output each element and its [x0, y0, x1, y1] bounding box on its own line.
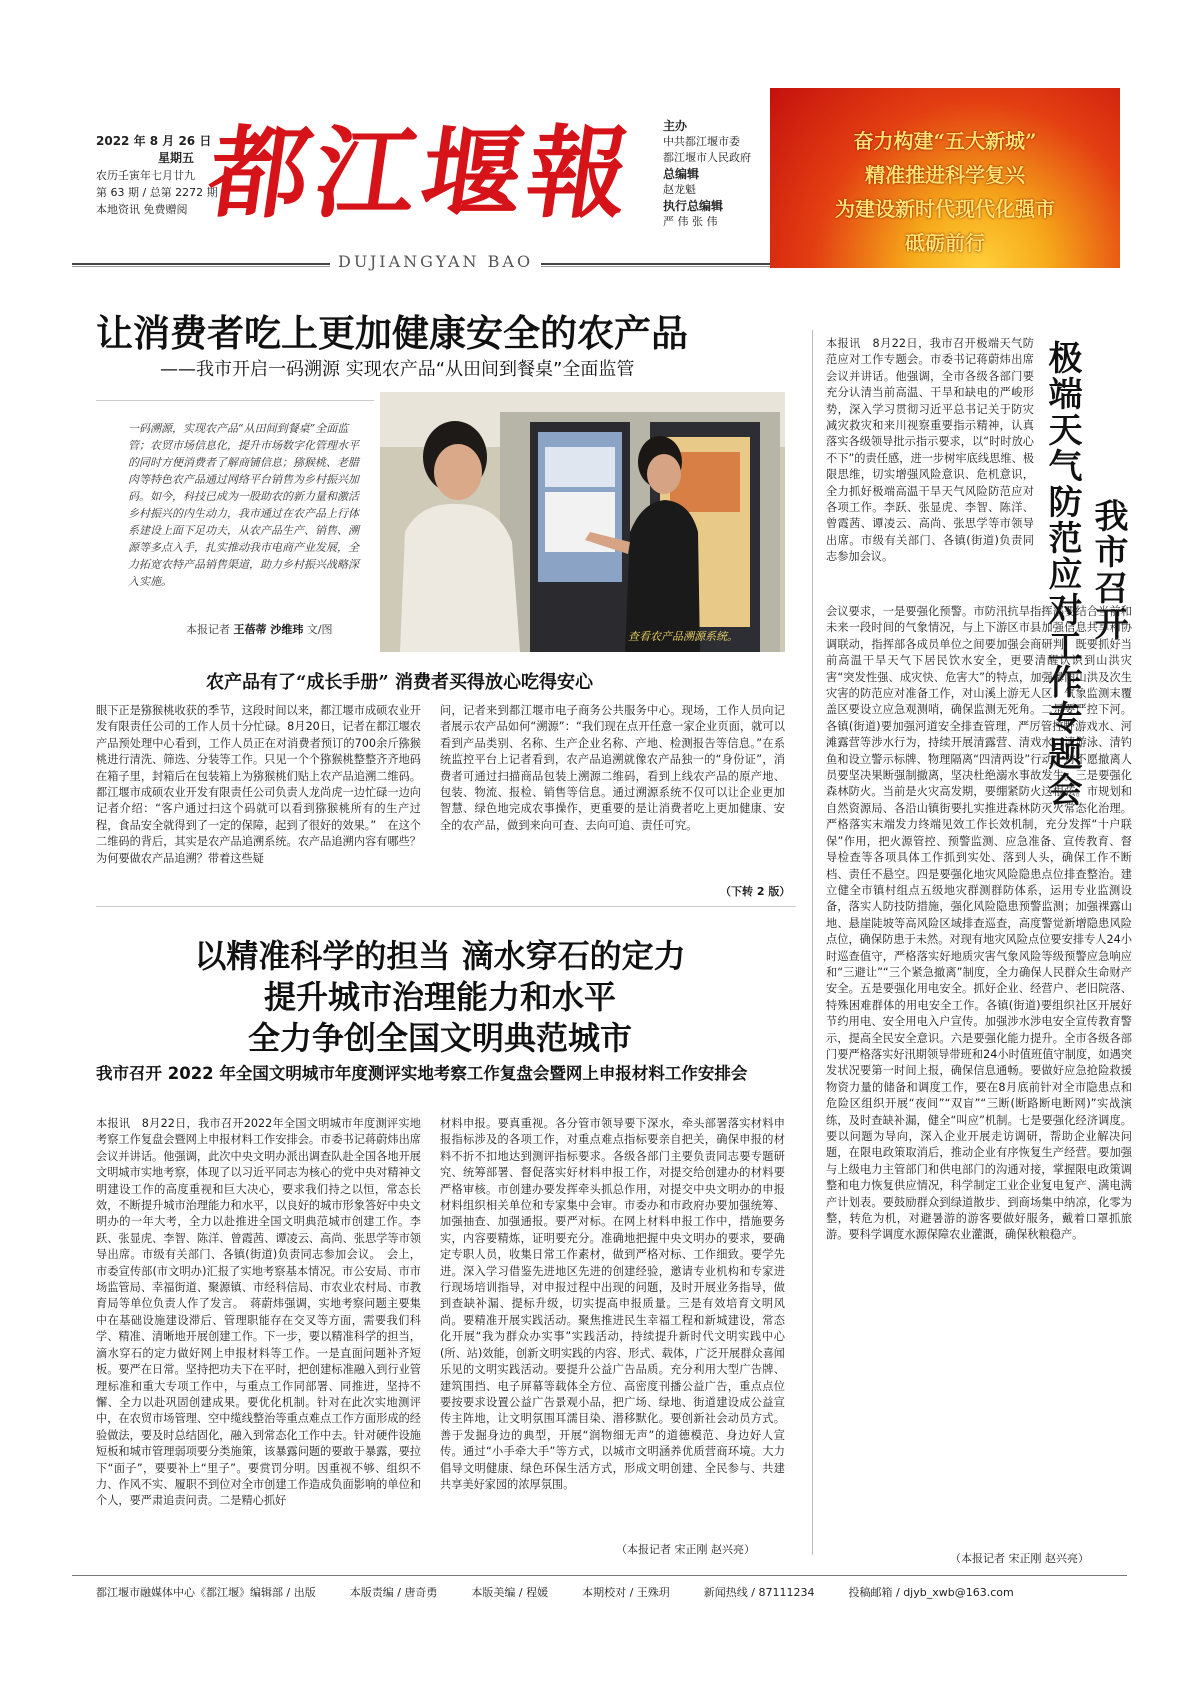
- story1-column1: 眼下正是猕猴桃收获的季节，这段时间以来，都江堰市成硕农业开发有限责任公司的工作人员十分忙碌。8月20日，记者在都江堰农产品预处理中心看到，工作人员正在对消费者预订的700余斤猕猴桃进行清洗、筛选、分装等工作。只见一个个猕猴桃整整齐齐地码在箱子里，封箱后在包装箱上为猕猴桃们贴上农产品追溯二维码。都江堰市成硕农业开发有限责任公司负责人龙尚虎一边忙碌一边向记者介绍：“客户通过扫这个码就可以看到猕猴桃所有的生产过程，食品安全就得到了一定的保障，起到了很好的效果。” 在这个二维码的背后，其实是农产品追溯系统。农产品追溯内容有哪些？为何要做农产品追溯？带着这些疑: [96, 704, 421, 865]
- exec-editors: 严 伟 张 伟: [663, 215, 718, 228]
- headline-line: 以精准科学的担当 滴水穿石的定力: [194, 937, 686, 975]
- footer-publisher: 都江堰市融媒体中心《都江堰》编辑部 / 出版: [96, 1586, 316, 1599]
- subheadline-story2: 我市召开 2022 年全国文明城市年度测评实地考察工作复盘会暨网上申报材料工作安排会: [96, 1064, 748, 1083]
- continued-note: （下转 2 版）: [720, 885, 791, 898]
- publisher-info: [663, 118, 763, 230]
- host-party: 中共都江堰市委: [663, 135, 740, 148]
- banner-line: 为建设新时代现代化强市: [835, 197, 1055, 221]
- host-label: 主办: [663, 119, 688, 133]
- story2-column1: 本报讯 8月22日，我市召开2022年全国文明城市年度测评实地考察工作复盘会暨网上申报材料工作安排会。市委书记蒋蔚炜出席会议并讲话。他强调，此次中央文明办派出调查队赴全国各地开展文明城市实地考察，体现了以习近平同志为核心的党中央对精神文明建设工作的高度重视和巨大决心，要求我们持之以恒，常态长效，不断提升城市治理能力和水平，以良好的城市形象答好中央文明办的一年大考，全力以赴推进全国文明典范城市创建工作。李跃、张显虎、李智、陈洋、曾霞茜、谭凌云、高尚、张思学等市领导出席。市级有关部门、各镇(街道)负责同志参加会议。 会上，市委宣传部(市文明办)汇报了实地考察基本情况。市公安局、市市场监管局、幸福街道、聚源镇、市经科信局、市农业农村局、市教育局等单位负责人作了发言。 蒋蔚炜强调，实地考察问题主要集中在基础设施建设滞后、管理职能存在交叉等方面，需要我们科学、精准、清晰地开展创建工作。下一步，要以精准科学的担当，滴水穿石的定力做好网上申报材料等工作。一是直面问题补齐短板。要严在日常。坚持把功夫下在平时，把创建标准融入到行业管理标准和重大专项工作中，与重点工作同部署、同推进，坚持不懈、全力以赴巩固创建成果。要优化机制。针对在此次实地测评中，在农贸市场管理、空中缆线整治等重点难点工作方面形成的经验做法，要及时总结固化，融入到常态化工作中去。针对硬件设施短板和城市管理弱项要分类施策，该暴露问题的要敢于暴露，要拉下“面子”，要要补上“里子”。要赏罚分明。因重视不够、组织不力、作风不实、履职不到位对全市创建工作造成负面影响的单位和个人，要严肃追责问责。二是精心抓好: [96, 1117, 421, 1508]
- issue-number: 第 63 期 / 总第 2272 期: [96, 186, 218, 199]
- credit-prefix: 本报记者: [186, 623, 230, 636]
- headline-story3-main: 极端天气防范应对工作专题会: [1042, 340, 1082, 808]
- credit-names: 王蓓蒂 沙维玮: [233, 623, 304, 636]
- footer-email: 投稿邮箱 / djyb_xwb@163.com: [848, 1586, 1014, 1599]
- story1-intro: 一码溯源，实现农产品“从田间到餐桌”全面监管；农贸市场信息化，提升市场数字化管理水平的同时方便消费者了解商铺信息；猕猴桃、老腊肉等特色农产品通过网络平台销售为乡村振兴加码。如今，科技已成为一股助农的新力量和激活乡村振兴的内生动力，我市通过在农产品上行体系建设上面下足功夫，从农产品生产、销售、溯源等多点入手，扎实推动我市电商产业发展，全力拓宽农特产品销售渠道，助力乡村振兴战略深入实施。: [128, 422, 359, 588]
- slogan-banner: [770, 88, 1120, 268]
- headline-story3-kicker: 我市召开: [1088, 498, 1128, 642]
- story2-column2: 材料申报。要真重视。各分管市领导要下深水，牵头部署落实材料申报指标涉及的各项工作，对重点难点指标要亲自把关，确保申报的材料不折不扣地达到测评指标要求。各级各部门主要负责同志要专题研究、统筹部署、督促落实好材料申报工作，对提交给创建办的材料要严格审核。市创建办要发挥牵头抓总作用，对提交中央文明办的申报材料组织相关单位和专家集中会审。市委办和市政府办要加强统筹、加强抽查、加强通报。要严对标。在网上材料申报工作中，措施要务实，内容要精炼，证明要充分。准确地把握中央文明办的要求，要确定专职人员，收集日常工作素材，做到严格对标、工作细致。要学先进。深入学习借鉴先进地区先进的创建经验，邀请专业机构和专家进行现场培训指导，对申报过程中出现的问题，及时开展业务指导，做到查缺补漏、提标升级，切实提高申报质量。三是有效培育文明风尚。要精准开展实践活动。聚焦推进民生幸福工程和新城建设，常态化开展“我为群众办实事”实践活动，持续提升新时代文明实践中心(所、站)效能，创新文明实践的内容、形式、载体，广泛开展群众喜闻乐见的文明实践活动。要提升公益广告品质。充分利用大型广告牌、建筑围挡、电子屏幕等载体全方位、高密度刊播公益广告，重点点位要按要求设置公益广告景观小品，把广场、绿地、街道建设成公益宣传主阵地，让文明氛围耳濡目染、潜移默化。要创新社会动员方式。善于发掘身边的典型，开展“润物细无声”的道德模范、身边好人宣传。通过“小手牵大手”等方式，以城市文明涵养优质营商环境。大力倡导文明健康、绿色环保生活方式，形成文明创建、全民参与、共建共享美好家园的浓厚氛围。: [440, 1117, 785, 1491]
- banner-line: 精准推进科学复兴: [865, 163, 1025, 187]
- headline-story2: [130, 936, 750, 1059]
- newspaper-pinyin: DUJIANGYAN BAO: [330, 252, 541, 271]
- distribution-note: 本地资讯 免费赠阅: [96, 203, 188, 216]
- subheadline-story1: ——我市开启一码溯源 实现农产品“从田间到餐桌”全面监管: [160, 359, 635, 380]
- story3-byline: （本报记者 宋正刚 赵兴亮）: [950, 1552, 1089, 1565]
- footer-editor: 本版责编 / 唐奇勇: [349, 1586, 438, 1599]
- footer: [96, 1584, 1136, 1600]
- photo-illustration: [380, 392, 785, 652]
- issue-weekday: 星期五: [158, 151, 195, 165]
- chief-editor-label: 总编辑: [663, 167, 700, 181]
- story3-column-top: 本报讯 8月22日，我市召开极端天气防范应对工作专题会。市委书记蒋蔚炜出席会议并讲话。他强调，全市各级各部门要充分认清当前高温、干旱和缺电的严峻形势，深入学习贯彻习近平总书记关于防灾减灾救灾和来川视察重要指示精神，认真落实各级领导批示指示要求，以“时时放心不下”的责任感，进一步树牢底线思维、极限思维，切实增强风险意识、危机意识，全力抓好极端高温干旱天气风险防范应对各项工作。李跃、张显虎、李智、陈洋、曾霞茜、谭凌云、高尚、张思学等市领导出席。市级有关部门、各镇(街道)负责同志参加会议。: [826, 337, 1034, 564]
- footer-rule: [72, 1575, 1127, 1576]
- newspaper-logo: 都江堰報: [201, 114, 643, 232]
- lunar-date: 农历壬寅年七月廿九: [96, 169, 195, 182]
- footer-hotline: 新闻热线 / 87111234: [703, 1586, 815, 1599]
- column-divider: [812, 330, 813, 1555]
- footer-designer: 本版美编 / 程媛: [471, 1586, 549, 1599]
- story1-column2: 问，记者来到都江堰市电子商务公共服务中心。现场，工作人员向记者展示农产品如何“溯源”：“我们现在点开任意一家企业页面，就可以看到产品类别、名称、生产企业名称、产地、检测报告等信息。”在系统监控平台上记者看到，农产品追溯就像农产品独一的“身份证”，消费者可通过扫描商品包装上溯源二维码，看到上线农产品的原产地、包装、物流、报检、销售等信息。通过溯源系统不仅可以让企业更加智慧、绿色地完成农事操作，更重要的是让消费者吃上更加健康、安全的农产品，做到来向可查、去向可追、责任可究。: [440, 704, 785, 832]
- intro-divider: [96, 400, 374, 401]
- story1-credit: [186, 621, 333, 637]
- headline-line: 全力争创全国文明典范城市: [247, 1019, 632, 1057]
- credit-suffix: 文/图: [306, 623, 333, 636]
- host-government: 都江堰市人民政府: [663, 151, 751, 164]
- issue-date: 2022 年 8 月 26 日: [96, 134, 212, 148]
- exec-editor-label: 执行总编辑: [663, 199, 724, 213]
- headline-story1: 让消费者吃上更加健康安全的农产品: [96, 311, 688, 355]
- story2-byline: （本报记者 宋正刚 赵兴亮）: [616, 1543, 755, 1556]
- footer-proofreader: 本期校对 / 王殊玥: [582, 1586, 670, 1599]
- banner-line: 砥砺前行: [905, 231, 985, 255]
- story1-section-heading: 农产品有了“成长手册” 消费者买得放心吃得安心: [206, 672, 593, 693]
- news-photo: [380, 392, 785, 652]
- story-divider: [96, 906, 796, 907]
- story3-column-bottom: 会议要求，一是要强化预警。市防汛抗旱指挥部要结合当前和未来一段时间的气象情况，与上下游区市县加强信息共享和协调联动，指挥部各成员单位之间要加强会商研判，既要抓好当前高温干旱天气下居民饮水安全，更要清醒认识到山洪灾害“突发性强、成灾快、危害大”的特点，加强暴雨山洪及次生灾害的防范应对准备工作，对山溪上游无人区、气象监测末覆盖区要设立应急观测哨，确保监测无死角。二是要严控下河。各镇(街道)要加强河道安全排查管理，严厉管控野游戏水、河滩露营等涉水行为，持续开展清露营、清戏水、清游泳、清钓鱼和设立警示标牌、物理隔离“四清两设”行动，对不愿撤离人员要坚决果断强制撤离，坚决杜绝溺水事故发生。三是要强化森林防火。当前是火灾高发期，要绷紧防火这根弦。市规划和自然资源局、各沿山镇街要扎实推进森林防灭火常态化治理。严格落实末端发力终端见效工作长效机制，充分发挥“十户联保”作用，把火源管控、预警监测、应急准备、宣传教育、督导检查等各项具体工作抓到实处、落到人头，确保工作不断档、责任不悬空。四是要强化地灾风险隐患点位排查整治。建立健全市镇村组点五级地灾群测群防体系，运用专业监测设备，落实人防技防措施，强化风险隐患预警监测；加强裸露山地、悬崖陡坡等高风险区域排查巡查，高度警觉新增隐患风险点位，确保防患于未然。对现有地灾风险点位要安排专人24小时巡查值守，严格落实好地质灾害气象风险等级预警应急响应和“三避让”“三个紧急撤离”制度，全力确保人民群众生命财产安全。五是要强化用电安全。抓好企业、经营户、老旧院落、特殊困难群体的用电安全工作。各镇(街道)要组织社区开展好节约用电、安全用电入户宣传。加强涉水涉电安全宣传教育警示，提高全民安全意识。六是要强化能力提升。全市各级各部门要严格落实好汛期领导带班和24小时值班值守制度，如遇突发状况要第一时间上报，确保信息通畅。要做好应急抢险救援物资力量的储备和调度工作，要在8月底前针对全市隐患点和危险区组织开展“夜间”“双盲”“三断(断路断电断网)”实战演练，及时查缺补漏，健全“叫应”机制。七是要强化经济调度。要以问题为导向，深入企业开展走访调研，帮助企业解决问题，在限电政策取消后，推动企业有序恢复生产经营。要加强与上级电力主管部门和供电部门的沟通对接，掌握限电政策调整和电力恢复供应情况，科学制定工业企业复电复产、满电满产计划表。要鼓励群众到绿道散步、到商场集中纳凉，化零为整，转危为机，对避暑游的游客要做好服务，戴着口罩抓旅游。要科学调度水源保障农业灌溉，确保秋粮稳产。: [826, 605, 1132, 1242]
- banner-line: 奋力构建“五大新城”: [853, 129, 1037, 153]
- photo-caption: 查看农产品溯源系统。: [628, 630, 738, 643]
- chief-editor: 赵龙魁: [663, 183, 696, 196]
- headline-line: 提升城市治理能力和水平: [263, 978, 616, 1016]
